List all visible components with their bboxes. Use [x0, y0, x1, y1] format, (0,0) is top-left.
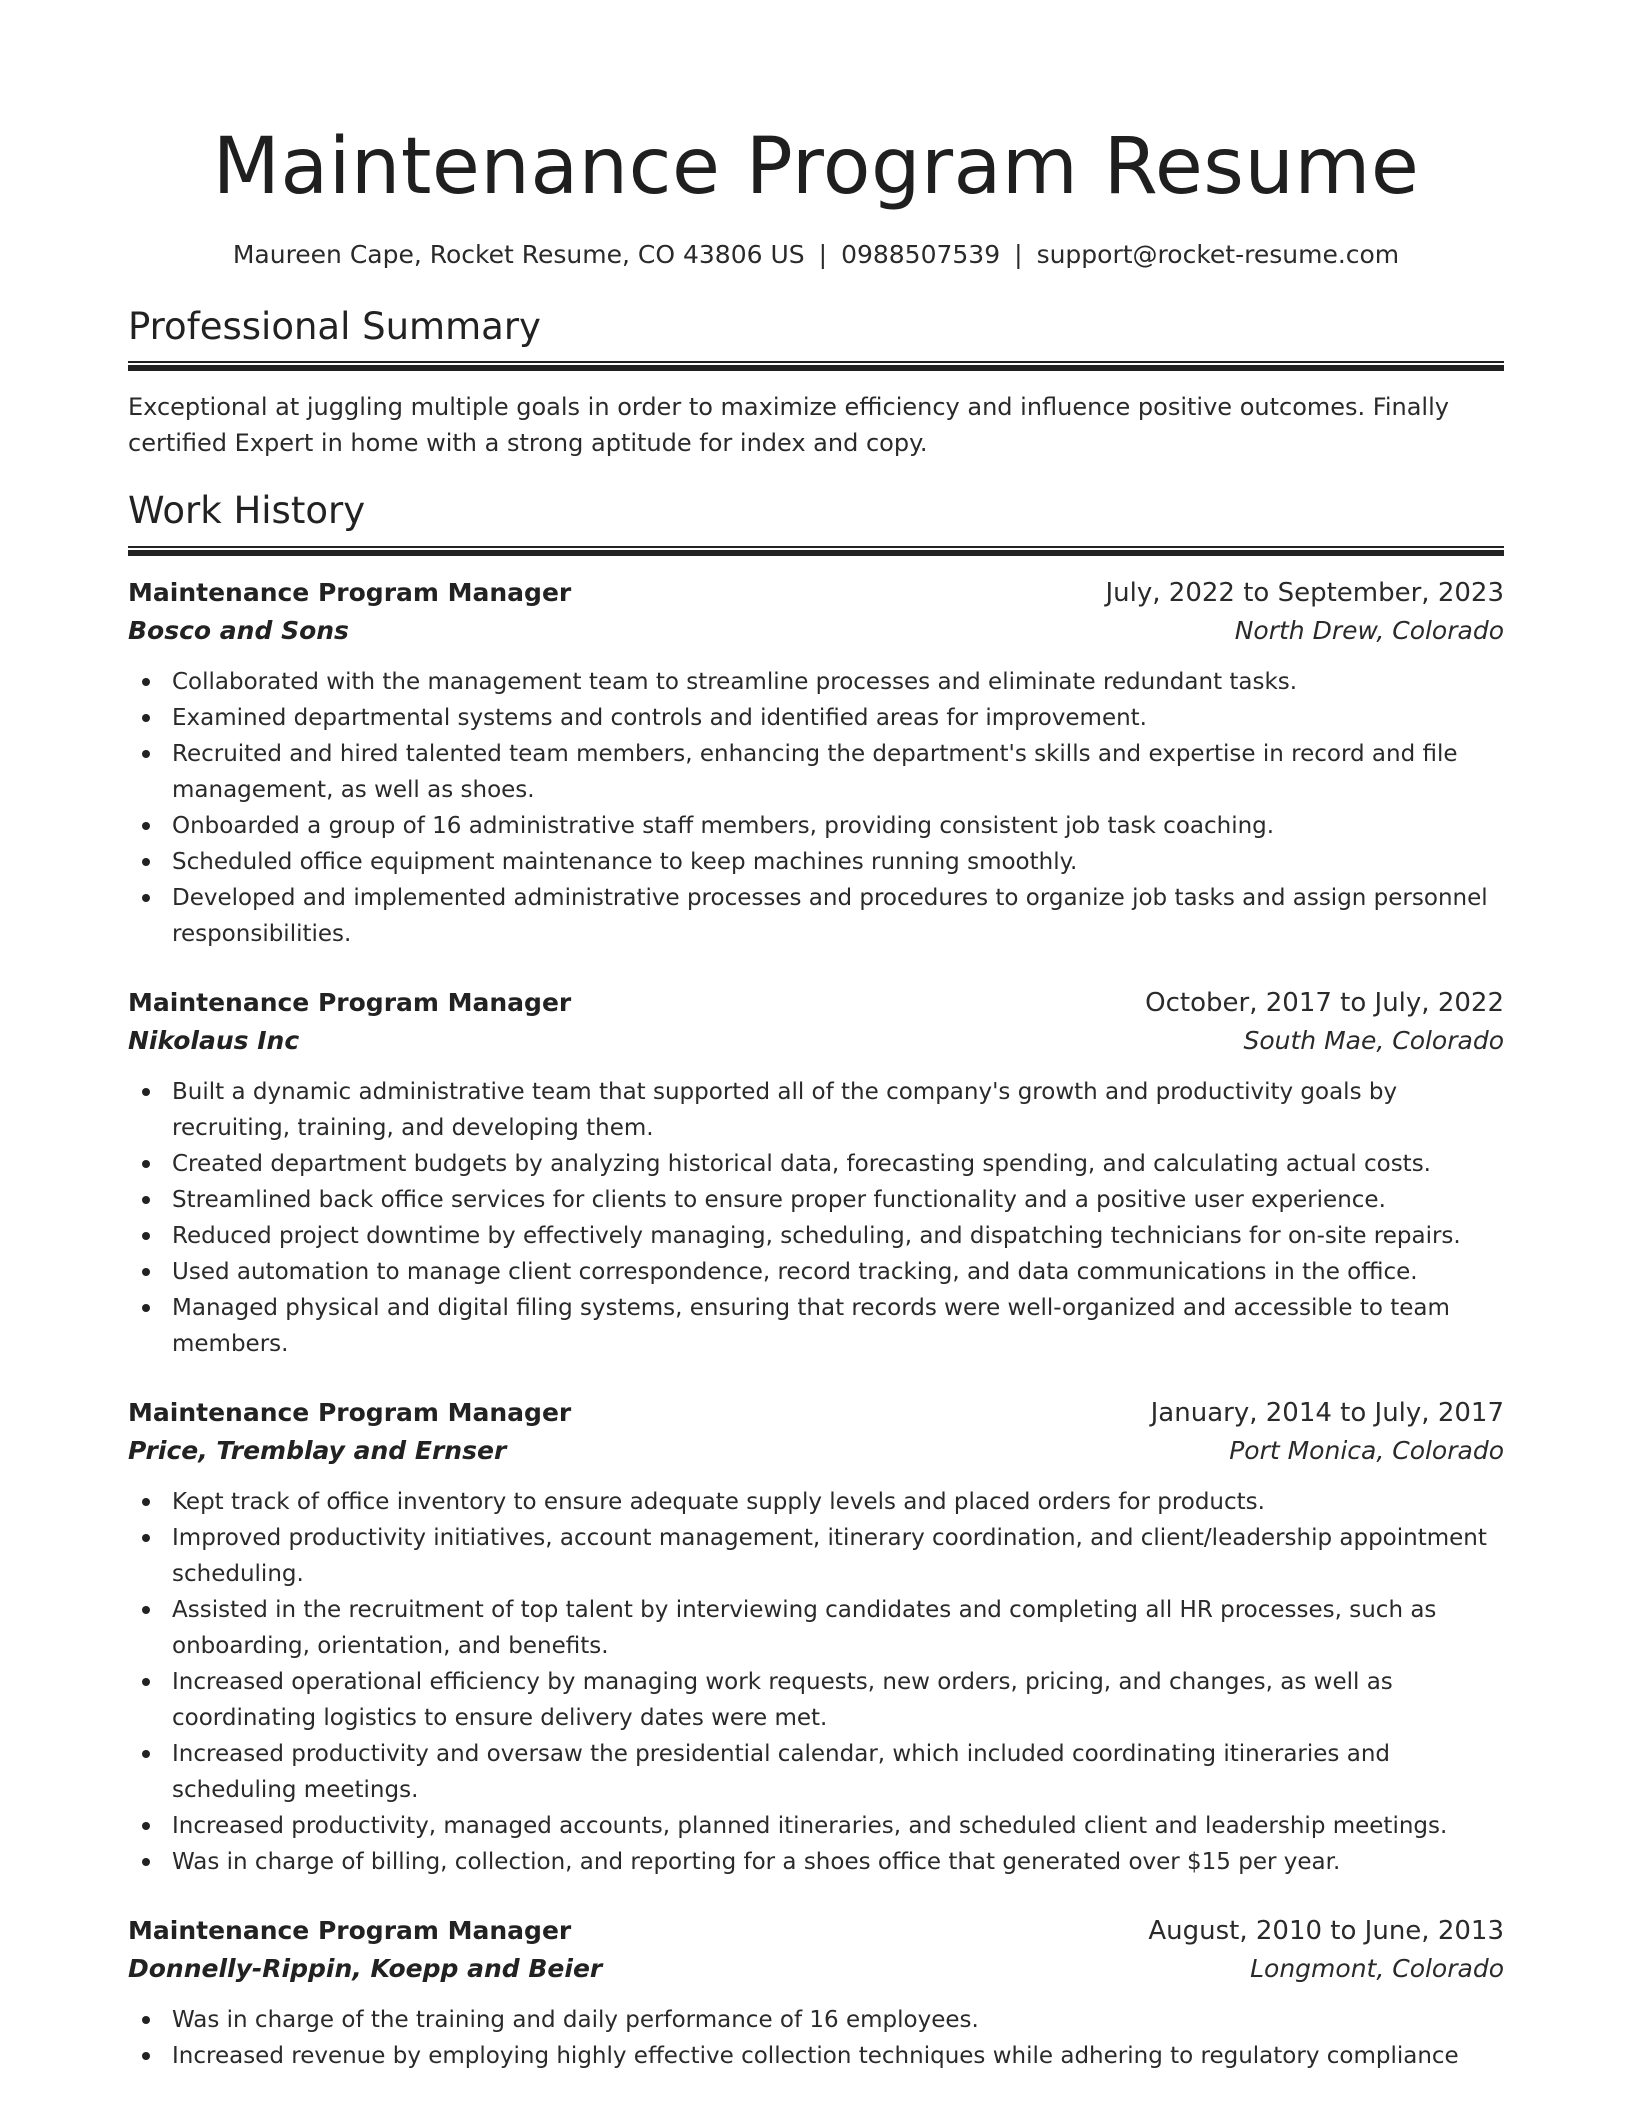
- list-item: Created department budgets by analyzing historical data, forecasting spending, and calculating actual costs.: [128, 1146, 1504, 1182]
- contact-address: Maureen Cape, Rocket Resume, CO 43806 US: [232, 240, 805, 269]
- list-item: Collaborated with the management team to streamline processes and eliminate redundant tasks.: [128, 664, 1504, 700]
- job-subheader-row: [128, 1432, 1504, 1470]
- job-bullets: [128, 1484, 1504, 1880]
- section-divider: [128, 546, 1504, 556]
- section-heading: Professional Summary: [128, 305, 541, 348]
- job-title: Maintenance Program Manager: [128, 577, 572, 607]
- list-item: Examined departmental systems and controls and identified areas for improvement.: [128, 700, 1504, 736]
- list-item: Was in charge of billing, collection, and reporting for a shoes office that generated over $15 per year.: [128, 1844, 1504, 1880]
- list-item: Increased productivity and oversaw the presidential calendar, which included coordinating itineraries and scheduling meetings.: [128, 1736, 1504, 1808]
- job-location: South Mae, Colorado: [1243, 1025, 1504, 1055]
- job-dates: July, 2022 to September, 2023: [1105, 577, 1504, 608]
- job-title: Maintenance Program Manager: [128, 1397, 572, 1427]
- list-item: Streamlined back office services for clients to ensure proper functionality and a positive user experience.: [128, 1182, 1504, 1218]
- list-item: Built a dynamic administrative team that supported all of the company's growth and productivity goals by recruiting, training, and developing them.: [128, 1074, 1504, 1146]
- job-location: Longmont, Colorado: [1250, 1953, 1504, 1983]
- job-subheader-row: [128, 1022, 1504, 1060]
- job-title: Maintenance Program Manager: [128, 987, 572, 1017]
- job-company: Price, Tremblay and Ernser: [128, 1435, 507, 1465]
- job-dates: August, 2010 to June, 2013: [1148, 1915, 1504, 1946]
- list-item: Reduced project downtime by effectively managing, scheduling, and dispatching technicians for on-site repairs.: [128, 1218, 1504, 1254]
- work-history-section: [128, 489, 1504, 2073]
- contact-separator: |: [818, 240, 828, 269]
- job-entry: [128, 574, 1504, 952]
- list-item: Used automation to manage client correspondence, record tracking, and data communications in the office.: [128, 1254, 1504, 1290]
- list-item: Assisted in the recruitment of top talent by interviewing candidates and completing all HR processes, such as onboarding, orientation, and benefits.: [128, 1592, 1504, 1664]
- job-bullets: [128, 664, 1504, 952]
- list-item: Kept track of office inventory to ensure adequate supply levels and placed orders for products.: [128, 1484, 1504, 1520]
- section-heading: Work History: [128, 489, 366, 533]
- list-item: Increased operational efficiency by managing work requests, new orders, pricing, and changes, as well as coordinating logistics to ensure delivery dates were met.: [128, 1664, 1504, 1736]
- job-company: Nikolaus Inc: [128, 1025, 300, 1055]
- list-item: Increased revenue by employing highly effective collection techniques while adhering to regulatory compliance: [128, 2038, 1504, 2074]
- job-location: Port Monica, Colorado: [1229, 1435, 1504, 1465]
- job-header-row: [128, 1912, 1504, 1950]
- list-item: Recruited and hired talented team members, enhancing the department's skills and expertise in record and file management, as well as shoes.: [128, 736, 1504, 808]
- list-item: Was in charge of the training and daily performance of 16 employees.: [128, 2002, 1504, 2038]
- job-header-row: [128, 1394, 1504, 1432]
- job-entry: [128, 984, 1504, 1362]
- job-title: Maintenance Program Manager: [128, 1915, 572, 1945]
- contact-email: support@rocket-resume.com: [1036, 240, 1400, 269]
- job-company: Bosco and Sons: [128, 615, 349, 645]
- list-item: Increased productivity, managed accounts, planned itineraries, and scheduled client and leadership meetings.: [128, 1808, 1504, 1844]
- job-subheader-row: [128, 1950, 1504, 1988]
- list-item: Developed and implemented administrative processes and procedures to organize job tasks and assign personnel responsibilities.: [128, 880, 1504, 952]
- professional-summary-section: [128, 305, 1504, 461]
- contact-separator: |: [1014, 240, 1023, 269]
- contact-phone: 0988507539: [841, 240, 1001, 269]
- list-item: Improved productivity initiatives, account management, itinerary coordination, and client/leadership appointment scheduling.: [128, 1520, 1504, 1592]
- job-entry: [128, 1394, 1504, 1880]
- list-item: Managed physical and digital filing systems, ensuring that records were well-organized and accessible to team members.: [128, 1290, 1504, 1362]
- list-item: Scheduled office equipment maintenance to keep machines running smoothly.: [128, 844, 1504, 880]
- job-bullets: [128, 2002, 1504, 2074]
- job-list: [128, 574, 1504, 2074]
- contact-line: [128, 240, 1504, 269]
- job-dates: January, 2014 to July, 2017: [1150, 1397, 1504, 1428]
- job-header-row: [128, 574, 1504, 612]
- page-title: Maintenance Program Resume: [212, 122, 1420, 212]
- job-subheader-row: [128, 612, 1504, 650]
- job-bullets: [128, 1074, 1504, 1362]
- job-company: Donnelly-Rippin, Koepp and Beier: [128, 1953, 603, 1983]
- job-location: North Drew, Colorado: [1234, 615, 1504, 645]
- summary-text: Exceptional at juggling multiple goals in order to maximize efficiency and influence positive outcomes. Finally certified Expert in home with a strong aptitude for index and copy.: [128, 393, 1449, 458]
- job-dates: October, 2017 to July, 2022: [1145, 987, 1504, 1018]
- job-header-row: [128, 984, 1504, 1022]
- list-item: Onboarded a group of 16 administrative staff members, providing consistent job task coaching.: [128, 808, 1504, 844]
- section-divider: [128, 361, 1504, 371]
- job-entry: [128, 1912, 1504, 2074]
